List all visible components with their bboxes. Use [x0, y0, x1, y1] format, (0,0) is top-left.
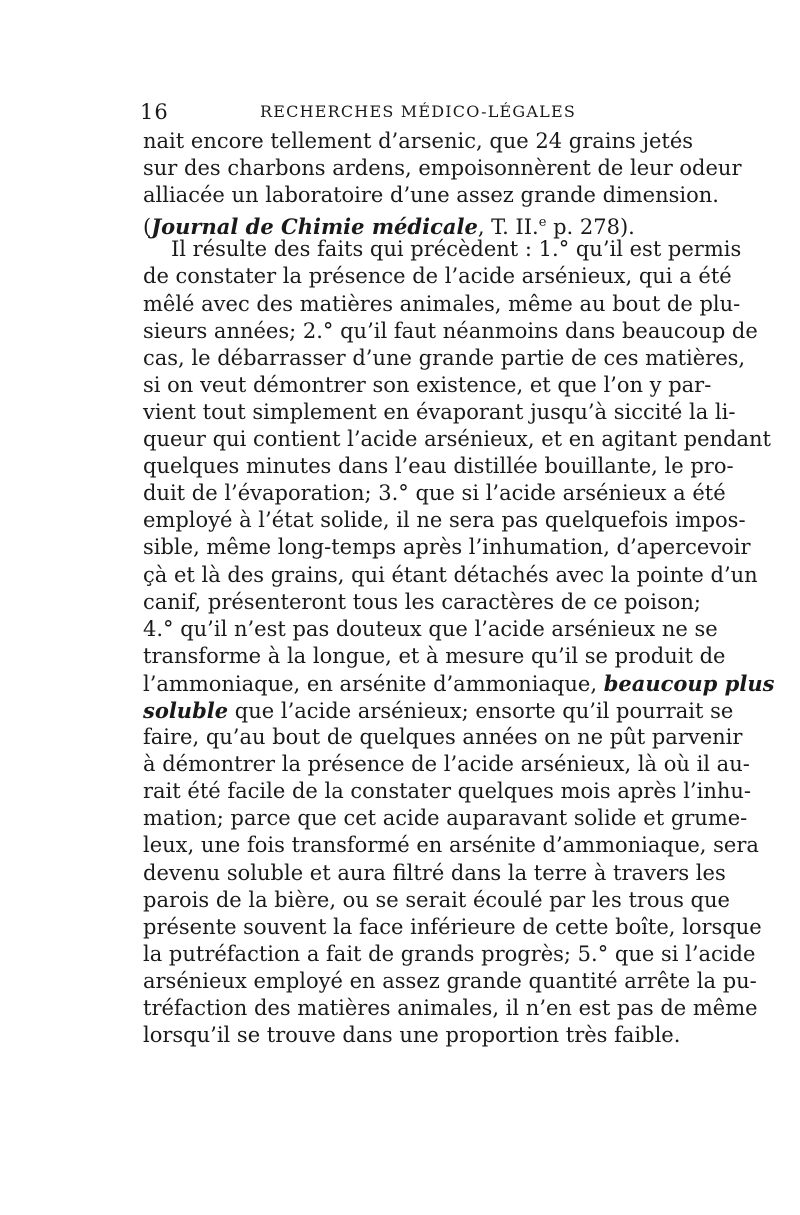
- italic-emphasis: soluble: [143, 697, 229, 723]
- text-line: employé à l’état solide, il ne sera pas quelquefois impos-: [143, 508, 746, 533]
- line-plain-part: que l’acide arsénieux; ensorte qu’il pourrait se: [228, 698, 734, 723]
- text-line: sur des charbons ardens, empoisonnèrent de leur odeur: [143, 156, 742, 181]
- text-line: çà et là des grains, qui étant détachés avec la pointe d’un: [143, 562, 758, 587]
- text-line: nait encore tellement d’arsenic, que 24 grains jetés: [143, 129, 694, 153]
- text-line: rait été facile de la constater quelques mois après l’inhu-: [143, 779, 751, 804]
- text-line: sieurs années; 2.° qu’il faut néanmoins dans beaucoup de: [143, 318, 758, 343]
- text-line: lorsqu’il se trouve dans une proportion très faible.: [143, 1023, 681, 1048]
- body-text: [143, 128, 775, 1049]
- text-line: sible, même long-temps après l’inhumation, d’apercevoir: [143, 535, 751, 560]
- text-line: transforme à la longue, et à mesure qu’il se produit de: [143, 643, 726, 668]
- running-title: RECHERCHES MÉDICO-LÉGALES: [260, 102, 577, 121]
- text-line: canif, présenteront tous les caractères de ce poison;: [143, 589, 701, 614]
- text-line: devenu soluble et aura filtré dans la terre à travers les: [143, 860, 726, 885]
- text-line: de constater la présence de l’acide arsénieux, qui a été: [143, 264, 732, 289]
- text-line-with-italic: [143, 670, 775, 697]
- citation-open: (: [143, 215, 152, 240]
- text-line: alliacée un laboratoire d’une assez grande dimension.: [143, 183, 719, 208]
- text-line: duit de l’évaporation; 3.° que si l’acide arsénieux a été: [143, 481, 726, 506]
- text-line: Il résulte des faits qui précèdent : 1.° qu’il est permis: [171, 237, 742, 262]
- citation-superscript: e: [538, 215, 547, 231]
- line-plain-part: l’ammoniaque, en arsénite d’ammoniaque,: [143, 671, 604, 696]
- text-line: la putréfaction a fait de grands progrès; 5.° que si l’acide: [143, 941, 756, 966]
- citation-line: [143, 209, 671, 240]
- text-line: parois de la bière, ou se serait écoulé par les trous que: [143, 887, 730, 912]
- text-line: arsénieux employé en assez grande quantité arrête la pu-: [143, 968, 757, 993]
- text-line: tréfaction des matières animales, il n’en est pas de même: [143, 996, 758, 1020]
- text-line: vient tout simplement en évaporant jusqu’à siccité la li-: [143, 399, 736, 424]
- text-line: mêlé avec des matières animales, même au bout de plu-: [143, 291, 741, 316]
- text-line: cas, le débarrasser d’une grande partie de ces matières,: [143, 345, 746, 370]
- citation-page: p. 278).: [546, 215, 635, 240]
- text-line: si on veut démontrer son existence, et que l’on y par-: [143, 372, 712, 397]
- text-line: 4.° qu’il n’est pas douteux que l’acide arsénieux ne se: [143, 616, 718, 641]
- running-head: [140, 100, 670, 124]
- text-line: mation; parce que cet acide auparavant solide et grume-: [143, 806, 748, 831]
- text-line: leux, une fois transformé en arsénite d’ammoniaque, sera: [143, 833, 759, 858]
- text-line: faire, qu’au bout de quelques années on ne pût parvenir: [143, 725, 743, 750]
- text-line: quelques minutes dans l’eau distillée bouillante, le pro-: [143, 454, 734, 479]
- italic-emphasis: beaucoup plus: [603, 670, 775, 696]
- journal-title: Journal de Chimie médicale: [151, 214, 478, 240]
- citation-volume: , T. II.: [477, 215, 539, 240]
- text-line-with-italic: [143, 697, 734, 724]
- text-line: queur qui contient l’acide arsénieux, et en agitant pendant: [143, 427, 772, 452]
- text-line: à démontrer la présence de l’acide arsénieux, là où il au-: [143, 752, 750, 777]
- text-line: présente souvent la face inférieure de cette boîte, lorsque: [143, 914, 762, 939]
- page-number: 16: [140, 100, 169, 124]
